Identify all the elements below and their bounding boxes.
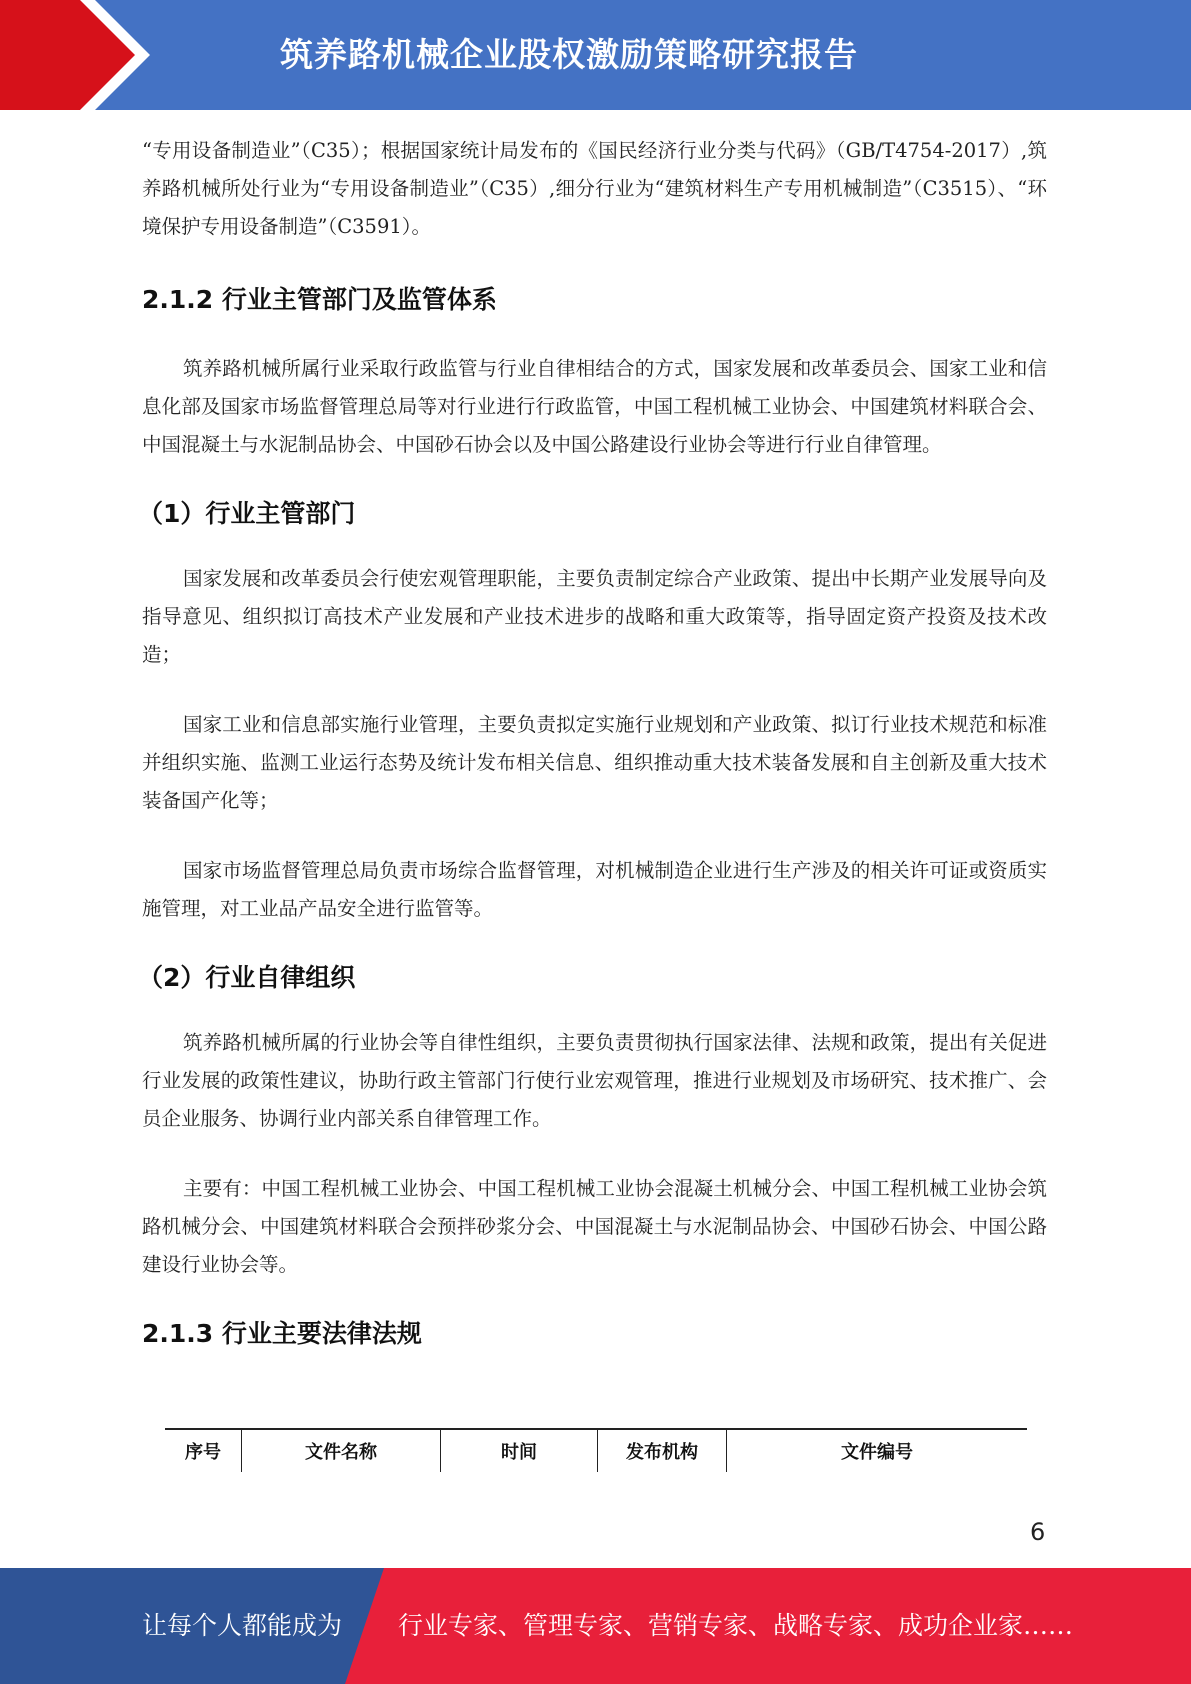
column-header-file-name: 文件名称 bbox=[242, 1429, 441, 1472]
column-header-date: 时间 bbox=[441, 1429, 598, 1472]
footer-slogan-right: 行业专家、管理专家、营销专家、战略专家、成功企业家…… bbox=[398, 1611, 1074, 1640]
sub1-paragraph-1: 国家发展和改革委员会行使宏观管理职能，主要负责制定综合产业政策、提出中长期产业发展导向及指导意见、组织拟订高技术产业发展和产业技术进步的战略和重大政策等，指导固定资产投资及技术改造； bbox=[142, 567, 1047, 666]
footer-slogan-left: 让每个人都能成为 bbox=[142, 1611, 343, 1640]
column-header-issuer: 发布机构 bbox=[598, 1429, 727, 1472]
page-footer bbox=[0, 1568, 1191, 1684]
subsection-heading-2: （2）行业自律组织 bbox=[138, 963, 356, 992]
regulations-table bbox=[165, 1428, 1027, 1472]
sub1-paragraph-3: 国家市场监督管理总局负责市场综合监督管理，对机械制造企业进行生产涉及的相关许可证或资质实施管理，对工业品产品安全进行监管等。 bbox=[142, 859, 1047, 920]
header-arrow-decoration bbox=[0, 0, 160, 110]
column-header-index: 序号 bbox=[165, 1429, 242, 1472]
page-content bbox=[138, 132, 1047, 1364]
page-number: 6 bbox=[1030, 1518, 1046, 1546]
section-heading-2-1-2: 2.1.2 行业主管部门及监管体系 bbox=[142, 285, 497, 314]
table-header-row bbox=[165, 1429, 1027, 1472]
intro-paragraph: “专用设备制造业”（C35）；根据国家统计局发布的《国民经济行业分类与代码》（GB/T4754-2017）,筑养路机械所处行业为“专用设备制造业”（C35）,细分行业为“建筑材料生产专用机械制造”（C3515）、“环境保护专用设备制造”（C3591）。 bbox=[142, 139, 1047, 238]
subsection-heading-1: （1）行业主管部门 bbox=[138, 499, 356, 528]
section-2-1-2-paragraph: 筑养路机械所属行业采取行政监管与行业自律相结合的方式，国家发展和改革委员会、国家工业和信息化部及国家市场监督管理总局等对行业进行行政监管，中国工程机械工业协会、中国建筑材料联合会、中国混凝土与水泥制品协会、中国砂石协会以及中国公路建设行业协会等进行行业自律管理。 bbox=[142, 357, 1047, 456]
sub1-paragraph-2: 国家工业和信息部实施行业管理，主要负责拟定实施行业规划和产业政策、拟订行业技术规范和标准并组织实施、监测工业运行态势及统计发布相关信息、组织推动重大技术装备发展和自主创新及重大技术装备国产化等； bbox=[142, 713, 1047, 812]
page-header bbox=[0, 0, 1191, 110]
column-header-file-number: 文件编号 bbox=[727, 1429, 1028, 1472]
section-heading-2-1-3: 2.1.3 行业主要法律法规 bbox=[142, 1319, 422, 1348]
report-title: 筑养路机械企业股权激励策略研究报告 bbox=[280, 35, 858, 74]
sub2-paragraph-2: 主要有：中国工程机械工业协会、中国工程机械工业协会混凝土机械分会、中国工程机械工业协会筑路机械分会、中国建筑材料联合会预拌砂浆分会、中国混凝土与水泥制品协会、中国砂石协会、中国公路建设行业协会等。 bbox=[142, 1177, 1047, 1276]
sub2-paragraph-1: 筑养路机械所属的行业协会等自律性组织，主要负责贯彻执行国家法律、法规和政策，提出有关促进行业发展的政策性建议，协助行政主管部门行使行业宏观管理，推进行业规划及市场研究、技术推广、会员企业服务、协调行业内部关系自律管理工作。 bbox=[142, 1031, 1047, 1130]
